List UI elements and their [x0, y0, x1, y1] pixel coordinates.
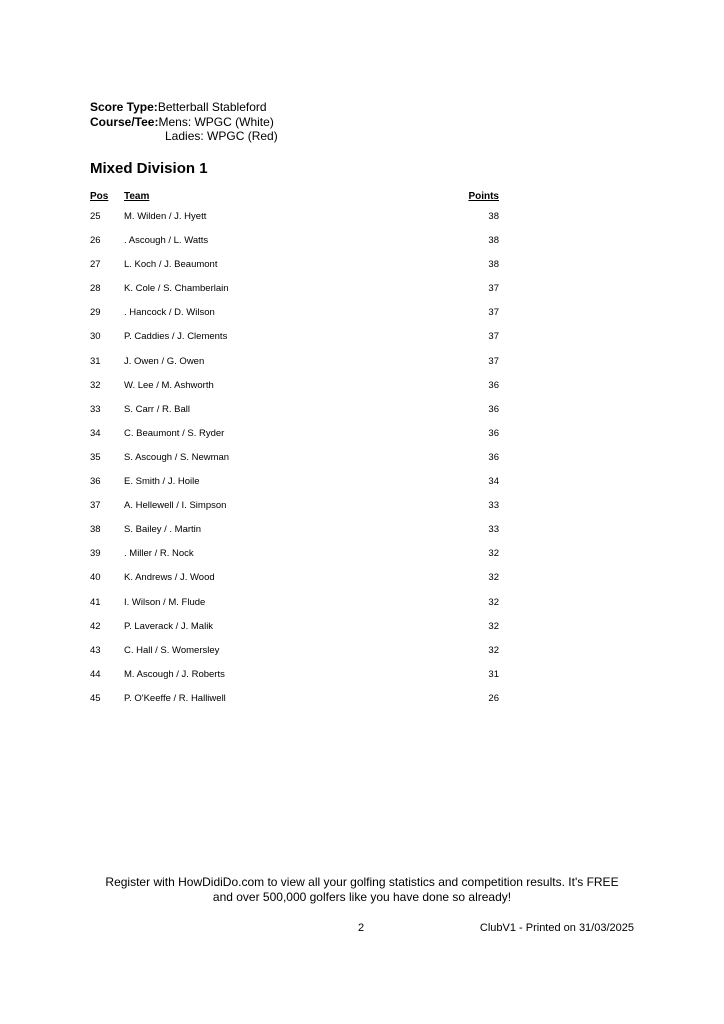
row-pos: 41	[90, 596, 101, 608]
footer-message-line1: Register with HowDidiDo.com to view all your golfing statistics and competition results. It's FREE	[105, 875, 619, 889]
row-pos: 35	[90, 451, 101, 463]
page-number: 2	[358, 922, 365, 934]
score-type-line	[90, 100, 278, 115]
table-row	[0, 621, 724, 645]
printed-info: ClubV1 - Printed on 31/03/2025	[479, 922, 634, 934]
row-team: . Hancock / D. Wilson	[124, 307, 215, 319]
report-header	[90, 100, 278, 144]
table-row	[0, 452, 724, 476]
table-row	[0, 283, 724, 307]
row-team: E. Smith / J. Hoile	[124, 476, 200, 488]
table-row	[0, 380, 724, 404]
table-row	[0, 235, 724, 259]
row-pos: 31	[90, 355, 101, 367]
row-points: 36	[488, 403, 499, 415]
row-pos: 42	[90, 620, 101, 632]
row-points: 33	[488, 524, 499, 536]
row-team: M. Ascough / J. Roberts	[124, 668, 225, 680]
table-row	[0, 211, 724, 235]
row-team: S. Carr / R. Ball	[124, 403, 190, 415]
row-points: 36	[488, 451, 499, 463]
table-row	[0, 259, 724, 283]
table-row	[0, 597, 724, 621]
row-pos: 29	[90, 307, 101, 319]
header-points: Points	[468, 191, 499, 202]
table-row	[0, 693, 724, 717]
row-pos: 33	[90, 403, 101, 415]
row-points: 36	[488, 427, 499, 439]
row-points: 37	[488, 331, 499, 343]
row-pos: 37	[90, 500, 101, 512]
row-team: K. Cole / S. Chamberlain	[124, 283, 229, 295]
row-team: C. Beaumont / S. Ryder	[124, 427, 225, 439]
row-pos: 25	[90, 211, 101, 222]
course-tee-line	[90, 115, 278, 130]
row-pos: 32	[90, 379, 101, 391]
header-team: Team	[124, 191, 150, 202]
row-points: 32	[488, 596, 499, 608]
row-team: W. Lee / M. Ashworth	[124, 379, 214, 391]
course-tee-mens: Mens: WPGC (White)	[158, 114, 274, 129]
row-points: 38	[488, 235, 499, 247]
row-pos: 43	[90, 644, 101, 656]
row-points: 37	[488, 355, 499, 367]
table-row	[0, 356, 724, 380]
row-points: 38	[488, 211, 499, 222]
table-row	[0, 476, 724, 500]
row-pos: 34	[90, 427, 101, 439]
row-points: 32	[488, 572, 499, 584]
row-team: S. Ascough / S. Newman	[124, 451, 230, 463]
row-team: P. O'Keeffe / R. Halliwell	[124, 692, 226, 704]
row-team: S. Bailey / . Martin	[124, 524, 202, 536]
row-pos: 27	[90, 259, 101, 271]
row-points: 26	[488, 692, 499, 704]
row-team: . Miller / R. Nock	[124, 548, 194, 560]
row-pos: 38	[90, 524, 101, 536]
row-team: L. Koch / J. Beaumont	[124, 259, 218, 271]
row-pos: 44	[90, 668, 101, 680]
row-points: 34	[488, 476, 499, 488]
footer-message	[0, 875, 724, 904]
row-pos: 40	[90, 572, 101, 584]
division-title: Mixed Division 1	[90, 160, 208, 177]
row-points: 32	[488, 620, 499, 632]
table-row	[0, 428, 724, 452]
table-row	[0, 404, 724, 428]
score-type-label: Score Type:	[90, 100, 158, 114]
row-pos: 28	[90, 283, 101, 295]
table-row	[0, 331, 724, 355]
row-pos: 36	[90, 476, 101, 488]
row-pos: 39	[90, 548, 101, 560]
table-row	[0, 645, 724, 669]
row-pos: 30	[90, 331, 101, 343]
table-row	[0, 524, 724, 548]
course-tee-label: Course/Tee:	[90, 114, 159, 129]
results-table	[0, 211, 724, 717]
table-row	[0, 669, 724, 693]
row-team: I. Wilson / M. Flude	[124, 596, 206, 608]
row-points: 36	[488, 379, 499, 391]
row-team: . Ascough / L. Watts	[124, 235, 209, 247]
header-pos: Pos	[90, 191, 109, 202]
table-row	[0, 548, 724, 572]
row-team: P. Caddies / J. Clements	[124, 331, 228, 343]
row-points: 32	[488, 548, 499, 560]
row-points: 33	[488, 500, 499, 512]
table-row	[0, 307, 724, 331]
table-row	[0, 500, 724, 524]
row-team: P. Laverack / J. Malik	[124, 620, 214, 632]
table-row	[0, 572, 724, 596]
row-points: 37	[488, 283, 499, 295]
row-points: 31	[488, 668, 499, 680]
course-tee-ladies: Ladies: WPGC (Red)	[165, 129, 278, 143]
score-type-value: Betterball Stableford	[157, 100, 267, 114]
row-points: 32	[488, 644, 499, 656]
row-pos: 26	[90, 235, 101, 247]
row-team: K. Andrews / J. Wood	[124, 572, 215, 584]
row-team: A. Hellewell / I. Simpson	[124, 500, 227, 512]
row-team: M. Wilden / J. Hyett	[124, 211, 207, 222]
row-pos: 45	[90, 692, 101, 704]
row-points: 38	[488, 259, 499, 271]
footer-message-line2: and over 500,000 golfers like you have done so already!	[212, 889, 512, 904]
row-team: C. Hall / S. Womersley	[124, 644, 220, 656]
row-team: J. Owen / G. Owen	[124, 355, 205, 367]
row-points: 37	[488, 307, 499, 319]
